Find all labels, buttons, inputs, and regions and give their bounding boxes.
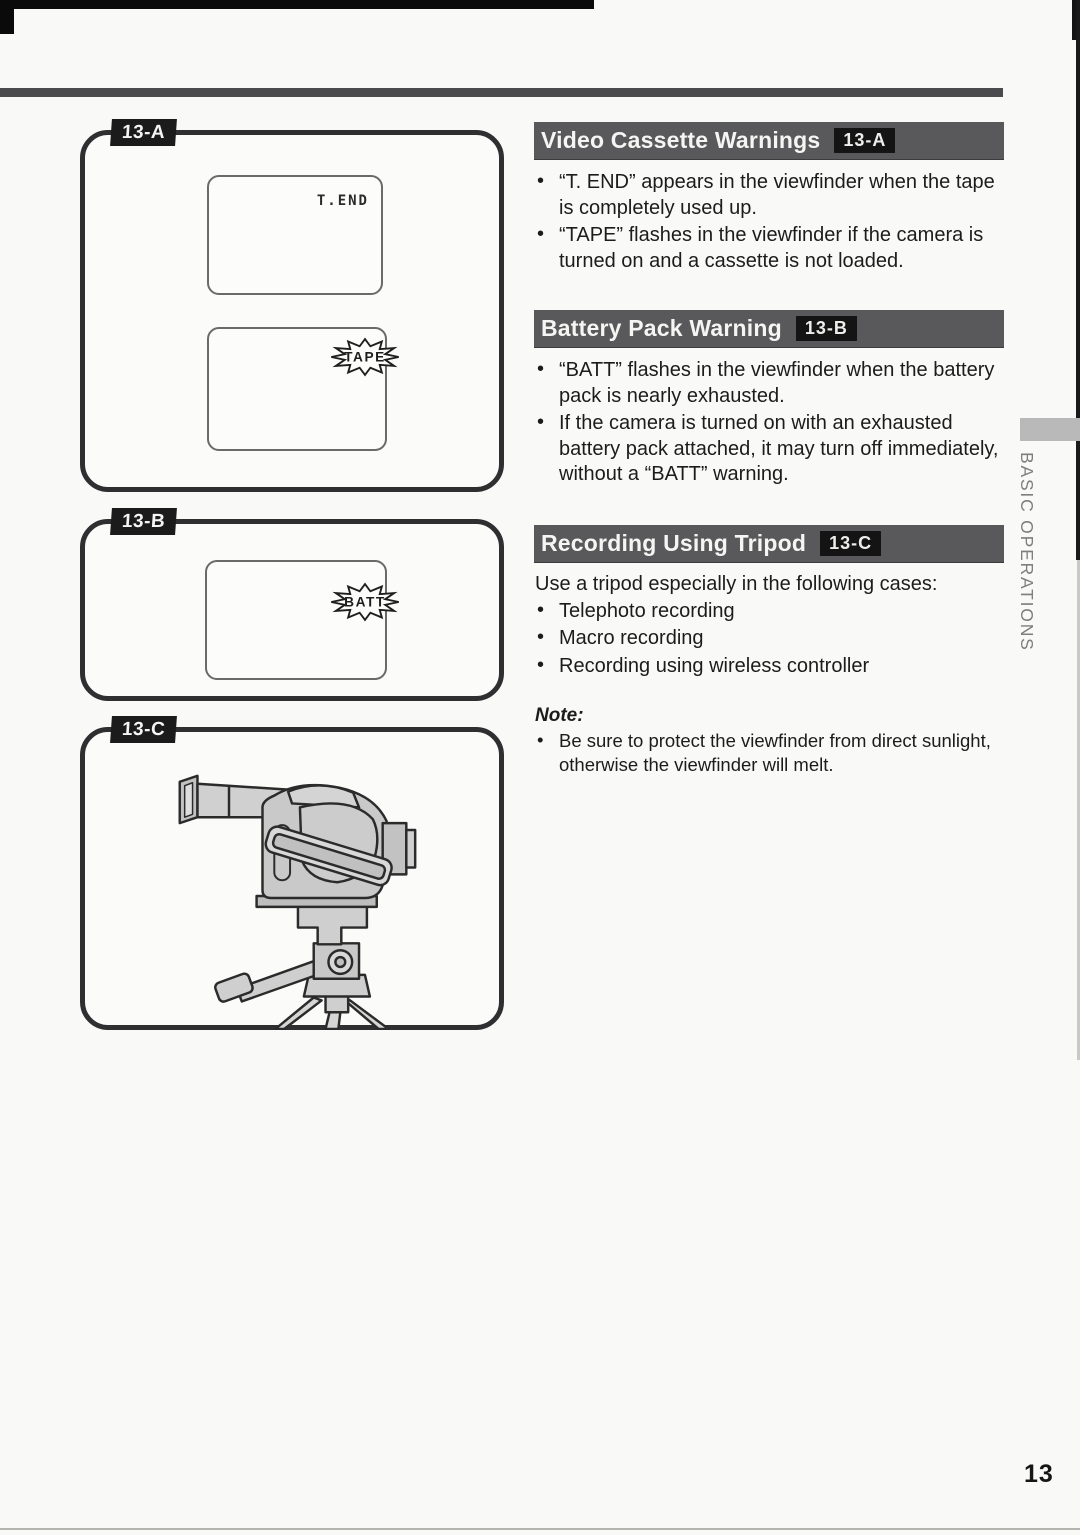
figure-13c — [80, 719, 504, 1030]
section-header-bar — [534, 525, 1004, 562]
scan-edge-bottom — [0, 1528, 1080, 1530]
bullet-glyph: • — [537, 653, 545, 676]
list-item — [534, 599, 1004, 625]
section-title: Video Cassette Warnings — [541, 127, 821, 153]
camcorder-on-tripod-illustration — [169, 766, 421, 1030]
bullet-list — [534, 170, 1004, 274]
section-intro: Use a tripod especially in the following cases: — [535, 573, 938, 595]
list-item — [534, 223, 1004, 274]
scan-edge-top-left — [0, 0, 14, 34]
bullet-glyph: • — [537, 170, 545, 192]
section-figure-ref: 13-C — [820, 531, 881, 556]
note-bullet-list — [534, 729, 1004, 777]
section-figure-ref: 13-A — [834, 128, 895, 153]
page-number: 13 — [1024, 1460, 1054, 1488]
section-figure-ref: 13-B — [796, 316, 857, 341]
viewfinder-screen-batt — [205, 560, 387, 680]
tape-warning-text: TAPE — [344, 349, 386, 365]
bullet-text: Macro recording — [559, 627, 704, 649]
bullet-list — [534, 358, 1004, 488]
list-item — [534, 626, 1004, 652]
scan-edge-top — [0, 0, 594, 9]
bullet-glyph: • — [537, 626, 545, 648]
list-item — [534, 654, 1004, 680]
list-item — [534, 411, 1004, 488]
bullet-text: “BATT” flashes in the viewfinder when the battery pack is nearly exhausted. — [559, 359, 995, 407]
list-item — [534, 729, 1004, 777]
bullet-text: Recording using wireless controller — [559, 654, 870, 677]
viewfinder-screen-tape — [207, 327, 387, 451]
batt-warning-text: BATT — [344, 594, 386, 610]
tape-warning-burst — [329, 337, 401, 377]
figure-13a — [80, 122, 504, 492]
bullet-glyph: • — [537, 598, 545, 621]
chapter-tab — [1020, 418, 1080, 441]
section-header-bar — [534, 122, 1004, 159]
section-header-bar — [534, 310, 1004, 347]
list-item — [534, 170, 1004, 221]
figure-13a-label: 13-A — [110, 119, 177, 146]
section-video-cassette-warnings — [534, 122, 1004, 276]
batt-warning-burst — [329, 582, 401, 622]
bullet-text: “T. END” appears in the viewfinder when the tape is completely used up. — [559, 171, 995, 219]
section-battery-pack-warning — [534, 310, 1004, 490]
scan-edge-right — [1076, 0, 1080, 560]
note-text: Be sure to protect the viewfinder from direct sunlight, otherwise the viewfinder will melt. — [559, 730, 991, 775]
header-rule — [0, 88, 1003, 97]
bullet-glyph: • — [537, 411, 545, 433]
bullet-list — [534, 599, 1004, 680]
chapter-label-basic-operations: BASIC OPERATIONS — [1017, 452, 1037, 652]
tape-end-indicator: T.END — [316, 193, 369, 209]
viewfinder-screen-tend — [207, 175, 383, 295]
bullet-text: “TAPE” flashes in the viewfinder if the camera is turned on and a cassette is not loaded. — [559, 224, 984, 272]
figure-13b-label: 13-B — [110, 508, 177, 535]
bullet-text: If the camera is turned on with an exhausted battery pack attached, it may turn off immediately, without a “BATT” warning. — [559, 412, 999, 485]
note-heading: Note: — [535, 705, 584, 726]
bullet-glyph: • — [537, 729, 544, 750]
list-item — [534, 358, 1004, 409]
bullet-glyph: • — [537, 223, 545, 245]
section-title: Recording Using Tripod — [541, 530, 807, 556]
section-recording-using-tripod — [534, 525, 1004, 779]
bullet-text: Telephoto recording — [559, 599, 735, 622]
figure-13c-label: 13-C — [110, 716, 177, 743]
figure-13b — [80, 511, 504, 701]
bullet-glyph: • — [537, 358, 545, 380]
section-title: Battery Pack Warning — [541, 315, 782, 341]
